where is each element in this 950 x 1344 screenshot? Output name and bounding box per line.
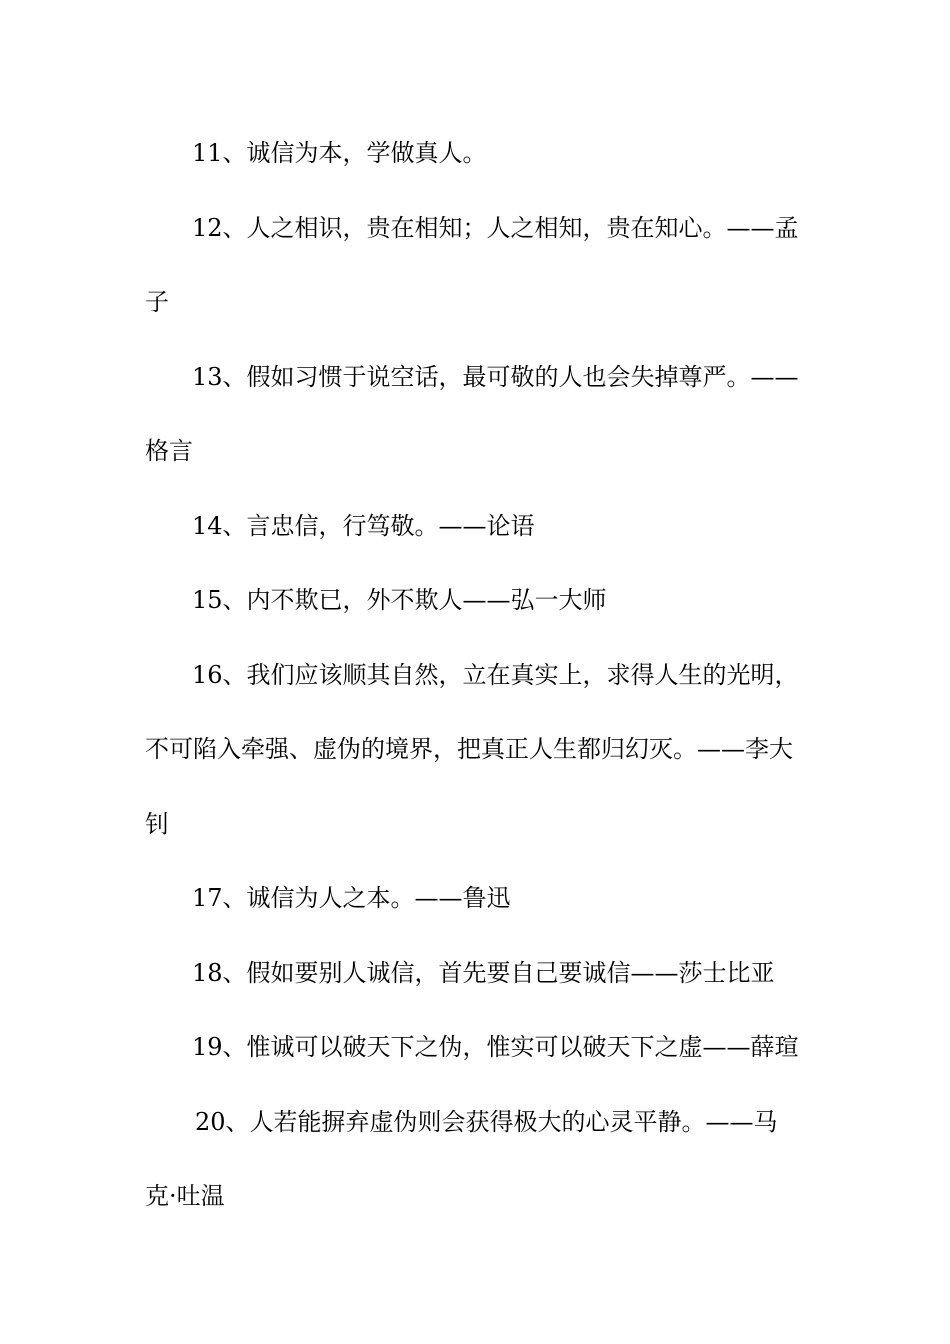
quote-15: 15、内不欺已，外不欺人——弘一大师 <box>192 586 607 614</box>
quote-20-line-1: 20、人若能摒弃虚伪则会获得极大的心灵平静。——马 <box>195 1107 778 1136</box>
quote-13-line-1: 13、假如习惯于说空话，最可敬的人也会失掉尊严。—— <box>192 362 799 391</box>
quote-13-line-2: 格言 <box>145 437 193 465</box>
quote-11: 11、诚信为本，学做真人。 <box>192 139 487 167</box>
quote-16-line-1: 16、我们应该顺其自然，立在真实上，求得人生的光明， <box>192 660 799 689</box>
document-body <box>145 133 815 1251</box>
quote-16-line-2: 不可陷入牵强、虚伪的境界，把真正人生都归幻灭。——李大 <box>145 735 793 763</box>
quote-14: 14、言忠信，行笃敬。——论语 <box>192 511 535 540</box>
quote-17: 17、诚信为人之本。——鲁迅 <box>192 884 511 912</box>
quote-12-line-1: 12、人之相识，贵在相知；人之相知，贵在知心。——孟 <box>192 213 799 242</box>
quote-16-line-3: 钊 <box>145 809 169 838</box>
quote-18: 18、假如要别人诚信，首先要自己要诚信——莎士比亚 <box>192 958 775 987</box>
quote-19: 19、惟诚可以破天下之伪，惟实可以破天下之虚——薛瑄 <box>192 1033 799 1061</box>
quote-20-line-2: 克·吐温 <box>145 1182 225 1210</box>
quote-12-line-2: 子 <box>145 288 169 316</box>
